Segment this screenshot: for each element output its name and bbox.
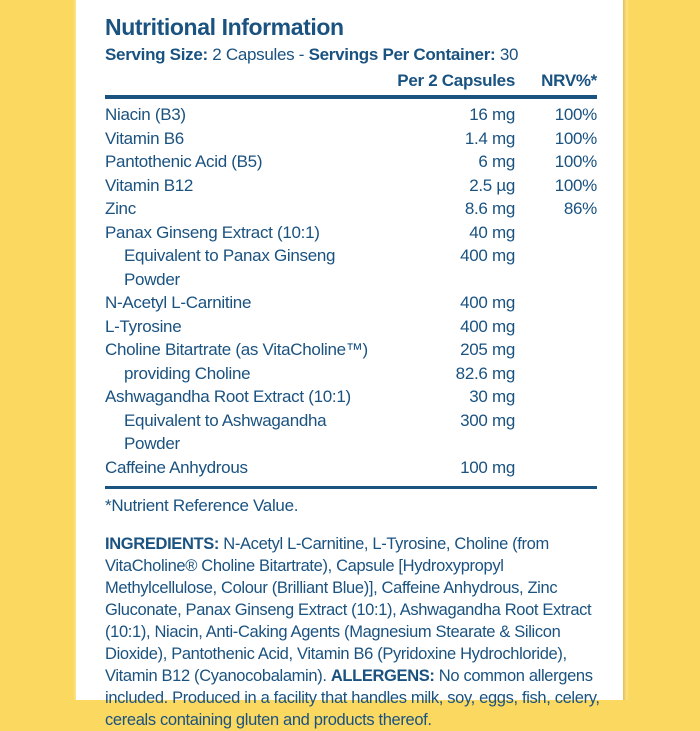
- ingredients-section-label: ALLERGENS:: [330, 667, 435, 685]
- nutrient-name: Ashwagandha Root Extract (10:1): [105, 387, 351, 406]
- nutrient-name: providing Choline: [124, 363, 251, 383]
- ingredients-text: No common allergens included. Produced in a facility that handles milk, soy, eggs, fish, celery, cereals containing gluten and products thereof.: [105, 667, 600, 729]
- nutrient-name: N-Acetyl L-Carnitine: [105, 293, 252, 312]
- nutrient-amount: 16 mg: [469, 105, 515, 124]
- table-row: [105, 409, 597, 456]
- table-row: [105, 221, 597, 245]
- table-row: [105, 197, 597, 221]
- table-row: [105, 338, 597, 362]
- nutrient-nrv: 100%: [554, 175, 597, 195]
- servings-per-container-value: 30: [499, 45, 519, 64]
- ingredients-section-label: INGREDIENTS:: [105, 535, 220, 553]
- nutrition-label-panel: [76, 0, 623, 729]
- nutrient-name: Niacin (B3): [105, 105, 186, 124]
- nutrient-nrv: [515, 244, 597, 291]
- serving-separator: -: [298, 45, 305, 64]
- nrv-column-header: NRV%*: [541, 71, 597, 90]
- nutrient-table: [105, 103, 597, 479]
- nutrient-amount: 100 mg: [460, 457, 515, 477]
- nutrient-name: Vitamin B6: [105, 128, 184, 148]
- ingredients-paragraph: [105, 533, 602, 731]
- nutrient-amount: 82.6 mg: [455, 363, 515, 383]
- nutrient-amount: 400 mg: [460, 293, 515, 312]
- serving-size-label: Serving Size:: [105, 45, 208, 64]
- table-column-headers: [105, 70, 597, 91]
- nutrient-name: Choline Bitartrate (as VitaCholine™): [105, 340, 368, 359]
- nutrient-name: L-Tyrosine: [105, 316, 182, 336]
- nutrient-amount: 2.5 µg: [469, 175, 515, 195]
- nutrient-nrv: 100%: [554, 105, 597, 124]
- nutrient-name: Vitamin B12: [105, 175, 194, 195]
- nutrient-nrv: [515, 315, 597, 339]
- table-row: [105, 127, 597, 151]
- nutrient-nrv: [515, 385, 597, 409]
- nutrient-nrv: [515, 409, 597, 456]
- nutrient-amount: 205 mg: [460, 340, 515, 359]
- footnote-divider-rule: [105, 486, 597, 489]
- serving-size-value: 2 Capsules: [212, 45, 295, 64]
- nutrient-name: Panax Ginseng Extract (10:1): [105, 222, 320, 242]
- table-row: [105, 244, 597, 291]
- nutrient-amount: 6 mg: [478, 152, 515, 171]
- table-row: [105, 291, 597, 315]
- nutrient-amount: 40 mg: [469, 222, 515, 242]
- table-row: [105, 174, 597, 198]
- nutrient-nrv: 100%: [554, 152, 597, 171]
- table-row: [105, 150, 597, 174]
- label-title: Nutritional Information: [105, 14, 344, 40]
- nutrient-amount: 400 mg: [460, 246, 515, 265]
- nutrient-name: Zinc: [105, 199, 136, 218]
- nutrient-nrv: [515, 291, 597, 315]
- table-row: [105, 103, 597, 127]
- nutrient-nrv: [515, 456, 597, 480]
- nutrient-amount: 400 mg: [460, 316, 515, 336]
- nutrient-amount: 30 mg: [469, 387, 515, 406]
- nrv-footnote: *Nutrient Reference Value.: [105, 496, 299, 515]
- nutrient-amount: 8.6 mg: [464, 199, 515, 218]
- nutrient-name: Caffeine Anhydrous: [105, 457, 248, 477]
- nutrient-nrv: [515, 362, 597, 386]
- nutrient-nrv: 86%: [563, 199, 597, 218]
- ingredients-text: N-Acetyl L-Carnitine, L-Tyrosine, Choline (from VitaCholine® Choline Bitartrate), Capsule [Hydroxypropyl Methylcellulose, Colour (Brilliant Blue)], Caffeine Anhydrous, Zinc Gluconate, Panax Ginseng Extract (10:1), Ashwagandha Root Extract (10:1), Niacin, Anti-Caking Agents (Magnesium Stearate & Silicon Dioxide), Pantothenic Acid, Vitamin B6 (Pyridoxine Hydrochloride), Vitamin B12 (Cyanocobalamin).: [105, 535, 592, 685]
- header-divider-rule: [105, 95, 597, 99]
- nutrient-name: Equivalent to Panax Ginseng Powder: [124, 246, 336, 289]
- nutrient-name: Equivalent to Ashwagandha Powder: [124, 410, 327, 453]
- nutrient-name: Pantothenic Acid (B5): [105, 152, 263, 171]
- table-row: [105, 315, 597, 339]
- serving-info-line: [105, 44, 597, 65]
- nutrient-nrv: 100%: [554, 128, 597, 148]
- servings-per-container-label: Servings Per Container:: [308, 45, 496, 64]
- table-row: [105, 362, 597, 386]
- table-row: [105, 456, 597, 480]
- table-row: [105, 385, 597, 409]
- nutrient-amount: 1.4 mg: [464, 128, 515, 148]
- nutrient-nrv: [515, 221, 597, 245]
- amount-column-header: Per 2 Capsules: [397, 71, 515, 90]
- nutrient-nrv: [515, 338, 597, 362]
- nutrient-amount: 300 mg: [460, 410, 515, 430]
